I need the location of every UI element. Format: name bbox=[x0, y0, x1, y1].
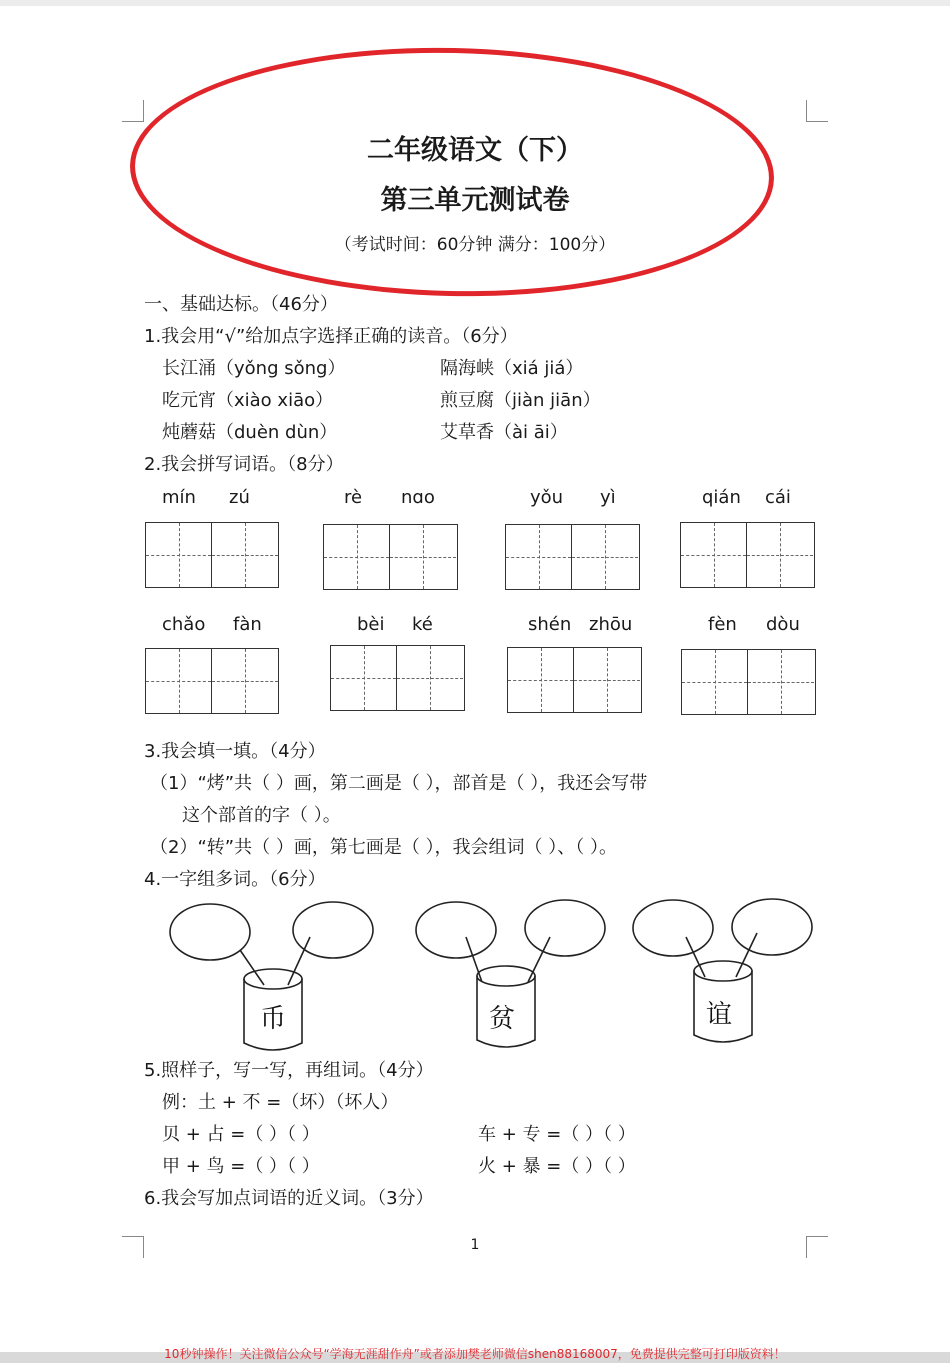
pinyin-label: shén bbox=[528, 614, 572, 635]
pinyin-label: yǒu bbox=[530, 487, 564, 508]
cup-character: 贫 bbox=[488, 1004, 516, 1034]
q1-item: 煎豆腐（jiàn jiān） bbox=[440, 390, 601, 411]
cup-character: 谊 bbox=[705, 1000, 733, 1030]
crop-mark-top-left bbox=[122, 100, 144, 122]
pinyin-label: dòu bbox=[766, 614, 800, 635]
q1-item: 长江涌（yǒng sǒng） bbox=[162, 358, 346, 379]
writing-grid[interactable] bbox=[507, 647, 642, 713]
q5-row: 车 + 专 =（ ）（ ） bbox=[478, 1124, 636, 1145]
q2-prompt: 2.我会拼写词语。（8分） bbox=[144, 454, 344, 475]
writing-grid[interactable] bbox=[145, 522, 279, 588]
q1-item: 艾草香（ài āi） bbox=[440, 422, 568, 443]
q3-line: （2）“转”共（ ）画，第七画是（ ），我会组词（ ）、（ ）。 bbox=[150, 837, 617, 858]
pinyin-label: mín bbox=[162, 487, 196, 508]
section-heading: 一、基础达标。（46分） bbox=[144, 294, 338, 315]
writing-grid[interactable] bbox=[681, 649, 816, 715]
pinyin-label: fèn bbox=[708, 614, 737, 635]
q1-item: 吃元宵（xiào xiāo） bbox=[162, 390, 334, 411]
exam-info: （考试时间：60分钟 满分：100分） bbox=[334, 235, 616, 255]
answer-bubble bbox=[633, 900, 713, 956]
q5-example: 例：土 + 不 =（坏）（坏人） bbox=[162, 1092, 399, 1113]
q6-prompt: 6.我会写加点词语的近义词。（3分） bbox=[144, 1188, 434, 1209]
crop-mark-top-right bbox=[806, 100, 828, 122]
q5-row: 甲 + 鸟 =（ ）（ ） bbox=[162, 1156, 320, 1177]
footer-promo: 10秒钟操作！关注微信公众号“学海无涯甜作舟”或者添加樊老师微信shen88168007，免费提供完整可打印版资料！ bbox=[164, 1347, 786, 1361]
pinyin-label: bèi bbox=[357, 614, 385, 635]
title-oval bbox=[127, 41, 776, 302]
answer-bubble bbox=[170, 904, 250, 960]
q3-prompt: 3.我会填一填。（4分） bbox=[144, 741, 326, 762]
page-title: 二年级语文（下） bbox=[367, 135, 583, 166]
page-subtitle-unit: 第三单元测试卷 bbox=[380, 185, 570, 216]
writing-grid[interactable] bbox=[680, 522, 815, 588]
pinyin-label: yì bbox=[600, 487, 616, 508]
writing-grid[interactable] bbox=[323, 524, 458, 590]
writing-grid[interactable] bbox=[505, 524, 640, 590]
answer-bubble bbox=[416, 902, 496, 958]
answer-bubble bbox=[732, 899, 812, 955]
pinyin-label: rè bbox=[344, 487, 363, 508]
page-number: 1 bbox=[470, 1237, 480, 1253]
pinyin-label: chǎo bbox=[162, 614, 206, 635]
cup-character: 币 bbox=[259, 1004, 287, 1034]
pinyin-label: nɑo bbox=[401, 487, 435, 508]
answer-bubble bbox=[525, 900, 605, 956]
word-group-diagram bbox=[140, 895, 820, 1055]
q1-item: 炖蘑菇（duèn dùn） bbox=[162, 422, 338, 443]
q5-row: 火 + 暴 =（ ）（ ） bbox=[478, 1156, 636, 1177]
writing-grid[interactable] bbox=[145, 648, 279, 714]
q3-line: （1）“烤”共（ ）画，第二画是（ ），部首是（ ），我还会写带 bbox=[150, 773, 648, 794]
pinyin-label: cái bbox=[765, 487, 791, 508]
q5-row: 贝 + 占 =（ ）（ ） bbox=[162, 1124, 320, 1145]
q1-item: 隔海峡（xiá jiá） bbox=[440, 358, 584, 379]
q3-line: 这个部首的字（ ）。 bbox=[182, 805, 341, 826]
pinyin-label: fàn bbox=[233, 614, 262, 635]
q1-prompt: 1.我会用“√”给加点字选择正确的读音。（6分） bbox=[144, 326, 518, 347]
pinyin-label: zú bbox=[229, 487, 250, 508]
pinyin-label: qián bbox=[702, 487, 741, 508]
pinyin-label: zhōu bbox=[589, 614, 633, 635]
pinyin-label: ké bbox=[412, 614, 433, 635]
q4-prompt: 4.一字组多词。（6分） bbox=[144, 869, 326, 890]
q5-prompt: 5.照样子，写一写，再组词。（4分） bbox=[144, 1060, 434, 1081]
top-bar bbox=[0, 0, 950, 6]
writing-grid[interactable] bbox=[330, 645, 465, 711]
